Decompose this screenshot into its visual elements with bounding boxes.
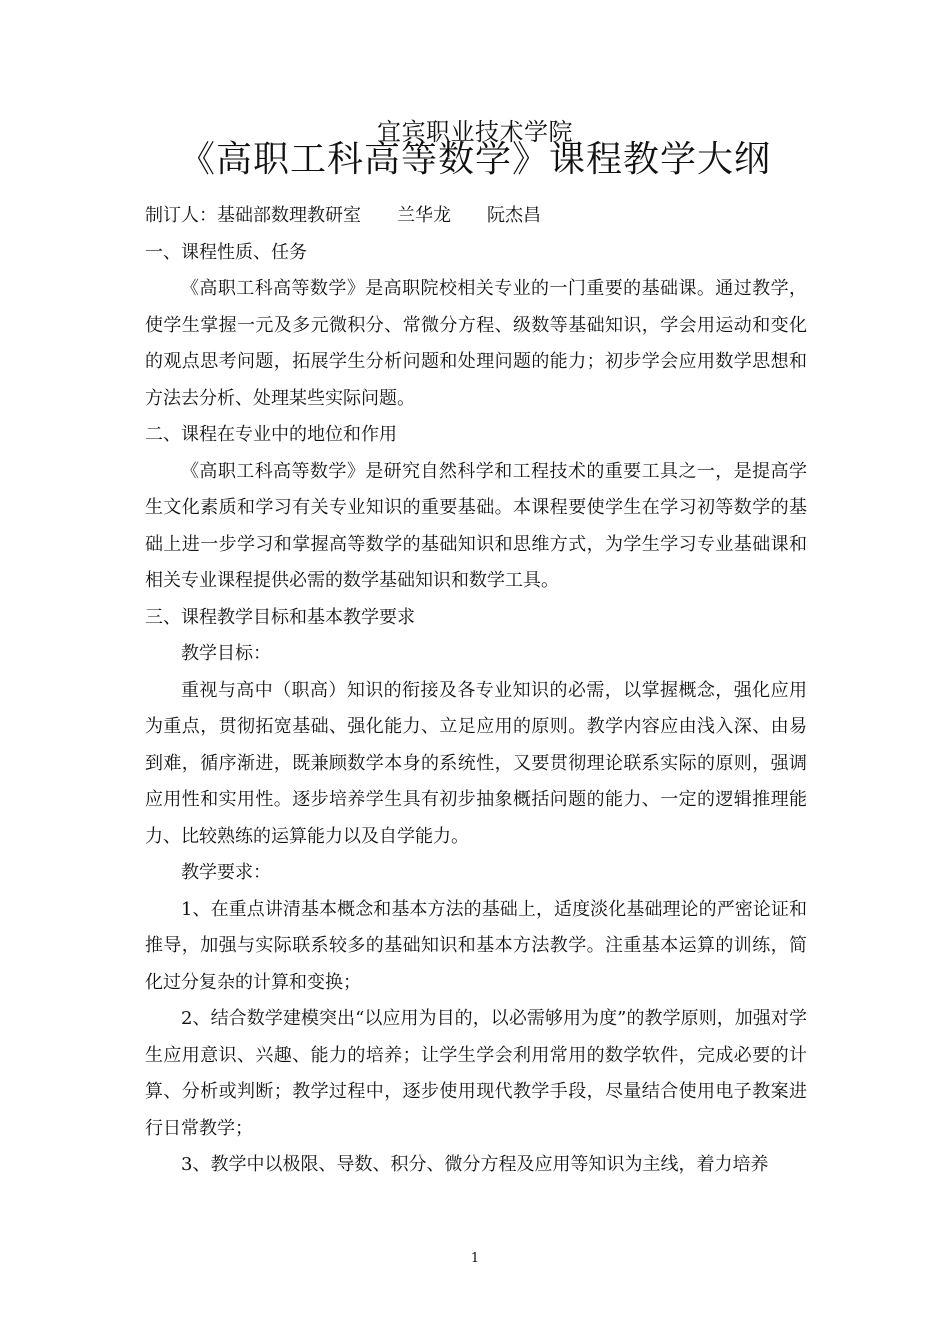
section-heading-1: 一、课程性质、任务 (145, 241, 307, 263)
requirement-item-3: 3、教学中以极限、导数、积分、微分方程及应用等知识为主线，着力培养 (181, 1154, 769, 1175)
institution-name: 宜宾职业技术学院 (377, 118, 573, 146)
page-number: 1 (470, 1251, 480, 1266)
document-body (145, 198, 807, 1184)
section-heading-2: 二、课程在专业中的地位和作用 (145, 424, 397, 445)
teaching-goals-paragraph: 重视与高中（职高）知识的衔接及各专业知识的必需，以掌握概念，强化应用为重点，贯彻拓宽基础、强化能力、立足应用的原则。教学内容应由浅入深、由易到难，循序渐进，既兼顾数学本身的系统性，又要贯彻理论联系实际的原则，强调应用性和实用性。逐步培养学生具有初步抽象概括问题的能力、一定的逻辑推理能力、比较熟练的运算能力以及自学能力。 (145, 679, 807, 847)
requirement-item-2: 2、结合数学建模突出“以应用为目的，以必需够用为度”的教学原则，加强对学生应用意识、兴趣、能力的培养；让学生学会利用常用的数学软件，完成必要的计算、分析或判断；教学过程中，逐步使用现代教学手段，尽量结合使用电子教案进行日常教学； (145, 1008, 807, 1139)
section-2-paragraph: 《高职工科高等数学》是研究自然科学和工程技术的重要工具之一，是提高学生文化素质和学习有关专业知识的重要基础。本课程要使学生在学习初等数学的基础上进一步学习和掌握高等数学的基础知识和思维方式，为学生学习专业基础课和相关专业课程提供必需的数学基础知识和数学工具。 (145, 460, 807, 591)
section-heading-3: 三、课程教学目标和基本教学要求 (145, 606, 415, 628)
requirement-item-1: 1、在重点讲清基本概念和基本方法的基础上，适度淡化基础理论的严密论证和推导，加强与实际联系较多的基础知识和基本方法教学。注重基本运算的训练，简化过分复杂的计算和变换； (145, 898, 807, 993)
authors-line: 制订人：基础部数理教研室 兰华龙 阮杰昌 (145, 205, 541, 226)
section-1-paragraph: 《高职工科高等数学》是高职院校相关专业的一门重要的基础课。通过教学，使学生掌握一元及多元微积分、常微分方程、级数等基础知识，学会用运动和变化的观点思考问题，拓展学生分析问题和处理问题的能力；初步学会应用数学思想和方法去分析、处理某些实际问题。 (145, 278, 807, 409)
teaching-requirements-label: 教学要求： (181, 862, 271, 883)
teaching-goals-label: 教学目标： (181, 643, 271, 664)
document-title: 《高职工科高等数学》课程教学大纲 (178, 139, 771, 180)
